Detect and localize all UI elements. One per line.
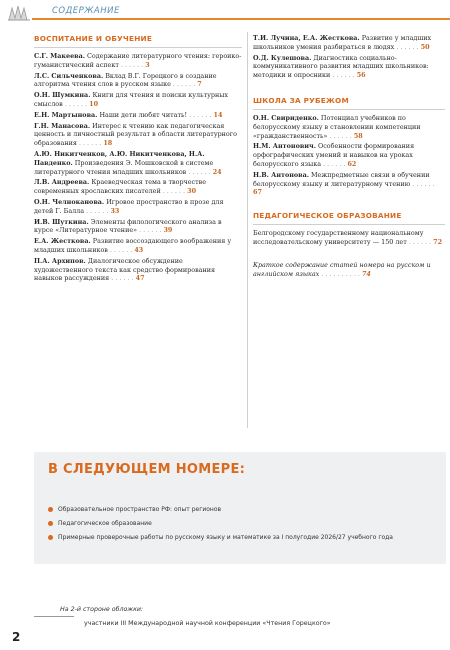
toc-entry[interactable] xyxy=(253,54,445,80)
cover-description: участники III Международной научной конференции «Чтения Горецкого» xyxy=(84,620,331,627)
column-divider xyxy=(247,32,248,428)
entry-author: О.Д. Кулешова. xyxy=(253,53,312,62)
entry-author: Е.Н. Мартынова. xyxy=(34,110,98,119)
dot-leader: . . . . . . xyxy=(62,99,90,108)
dot-leader: . . . . . . xyxy=(76,139,104,148)
journal-logo-icon xyxy=(6,2,32,24)
entry-page: 56 xyxy=(356,71,366,80)
summary-page: 74 xyxy=(361,269,371,278)
dot-leader: . . . . . . xyxy=(330,71,357,80)
entry-title: Содержание литературного чтения: героико-гуманистический аспект xyxy=(34,52,242,69)
section-title-abroad: ШКОЛА ЗА РУБЕЖОМ xyxy=(253,95,349,105)
entry-author: Л.С. Сильченкова. xyxy=(34,71,104,80)
toc-entry[interactable] xyxy=(34,111,242,120)
entry-page: 14 xyxy=(213,110,223,119)
next-issue-item: Образовательное пространство РФ: опыт регионов xyxy=(48,506,221,513)
dot-leader: . . . . . . xyxy=(107,245,135,254)
entry-page: 39 xyxy=(163,226,173,235)
entry-title: Развитие воссоздающего воображения у младших школьников xyxy=(34,237,232,254)
entry-author: С.Г. Макеева. xyxy=(34,52,85,60)
entry-author: О.Н. Свириденко. xyxy=(253,113,319,122)
toc-entry[interactable] xyxy=(34,218,242,236)
entry-title: Наши дети любят читать! xyxy=(99,110,188,119)
section-title-upbringing: ВОСПИТАНИЕ И ОБУЧЕНИЕ xyxy=(34,34,153,43)
summary-title: Краткое содержание статей номера на русском и английском языках xyxy=(253,260,431,278)
entry-page: 67 xyxy=(253,188,262,197)
right-top-entries xyxy=(253,34,445,80)
entry-page: 10 xyxy=(89,99,99,108)
entry-page: 33 xyxy=(110,206,120,215)
entry-author: Г.Н. Манасова. xyxy=(34,121,91,130)
dot-leader: . . . . . . xyxy=(118,60,146,69)
dot-leader: . . . . . . xyxy=(394,42,421,51)
dot-leader: . . . . . . xyxy=(160,187,188,196)
toc-entry[interactable] xyxy=(253,171,445,197)
dot-leader: . . . . . . xyxy=(137,226,164,235)
section-title-pedagogical: ПЕДАГОГИЧЕСКОЕ ОБРАЗОВАНИЕ xyxy=(253,211,402,221)
entry-author: О.Н. Шумкина. xyxy=(34,91,91,100)
entry-page: 24 xyxy=(212,167,222,176)
entry-page: 50 xyxy=(420,42,430,51)
dot-leader: . . . . . . xyxy=(327,131,354,140)
next-issue-title: В СЛЕДУЮЩЕМ НОМЕРЕ: xyxy=(48,462,246,477)
entry-author: Н.В. Антонова. xyxy=(253,170,309,179)
entry-title: Краеведческая тема в творчестве современных ярославских писателей xyxy=(34,178,207,196)
toc-entry[interactable] xyxy=(34,91,242,109)
entry-page: 43 xyxy=(134,245,144,254)
entry-page: 7 xyxy=(197,80,202,89)
toc-entry[interactable] xyxy=(34,178,242,196)
left-column xyxy=(34,34,242,285)
entry-title: Белгородскому государственному национальному исследовательскому университету — 150 лет xyxy=(253,229,424,246)
header-rule xyxy=(32,18,450,20)
bullet-icon xyxy=(48,521,53,526)
toc-entry[interactable] xyxy=(34,237,242,255)
page-title: СОДЕРЖАНИЕ xyxy=(52,6,120,16)
entry-author: Н.М. Антонович. xyxy=(253,142,316,151)
entry-title: Развитие у младших школьников умения разбираться в людях xyxy=(253,34,432,51)
page-header xyxy=(0,0,450,28)
toc-entry[interactable] xyxy=(34,198,242,216)
cover-note: На 2-й стороне обложки: xyxy=(60,606,144,613)
entry-author: Л.В. Андреева. xyxy=(34,178,90,187)
left-entries-list xyxy=(34,52,242,283)
entry-author: А.Ю. Никитченков, А.Ю. Никитченкова, Н.А. Павденко. xyxy=(34,149,205,167)
entry-page: 47 xyxy=(135,274,145,283)
section-rule xyxy=(253,109,445,110)
toc-entry[interactable] xyxy=(253,114,445,140)
entry-page: 58 xyxy=(353,131,363,140)
dot-leader: . . . . . . xyxy=(84,206,111,215)
dot-leader: . . . . . . xyxy=(406,237,434,246)
entry-page: 18 xyxy=(103,139,113,148)
page-number: 2 xyxy=(12,630,21,644)
entry-title: Книги для чтения и поиски культурных смыслов xyxy=(34,91,228,108)
bullet-icon xyxy=(48,507,53,512)
entry-title: Игровое пространство в прозе для детей Г. Балла xyxy=(34,197,224,215)
next-issue-item: Педагогическое образование xyxy=(48,520,152,527)
entry-title: Элементы филологического анализа в курсе «Литературное чтение» xyxy=(34,217,222,235)
entry-author: И.В. Шуткина. xyxy=(34,217,89,226)
entry-title: Интерес к чтению как педагогическая ценность и личностный результат в области литературного образования xyxy=(34,121,237,148)
abroad-entries xyxy=(253,114,445,197)
entry-page: 30 xyxy=(187,187,197,196)
toc-entry[interactable] xyxy=(34,52,242,70)
entry-title: Произведения Э. Мошковской в системе литературного чтения младших школьников xyxy=(34,158,214,176)
entry-title: Потенциал учебников по белорусскому языку в становлении компетенции «гражданственность» xyxy=(253,113,421,140)
right-column xyxy=(253,34,445,280)
entry-title: Диагностика социально-коммуникативного развития младших школьников: методики и опросники xyxy=(253,53,429,80)
toc-entry[interactable] xyxy=(253,142,445,168)
section-rule xyxy=(253,224,445,225)
entry-page: 72 xyxy=(433,237,443,246)
summary-entry[interactable] xyxy=(253,261,445,279)
entry-author: П.А. Архипов. xyxy=(34,256,86,265)
entry-title: Межпредметные связи в обучении белорусскому языку и литературному чтению xyxy=(253,170,430,188)
dot-leader: . . . . . . xyxy=(410,179,435,188)
toc-entry[interactable] xyxy=(253,229,445,247)
dot-leader: . . . . . . xyxy=(186,167,213,176)
entry-title: Диалогическое обсуждение художественного текста как средство формирования навыков рассуждения xyxy=(34,256,216,283)
footnote-rule xyxy=(34,616,74,617)
toc-entry[interactable] xyxy=(253,34,445,52)
next-issue-item: Примерные проверочные работы по русскому языку и математике за I полугодие 2026/27 учебного года xyxy=(48,534,393,541)
pedagogical-entries xyxy=(253,229,445,247)
toc-entry[interactable] xyxy=(34,257,242,283)
dot-leader: . . . . . . xyxy=(321,159,348,168)
dot-leader: . . . . . . xyxy=(170,80,198,89)
entry-author: Т.И. Лучина, Е.А. Жесткова. xyxy=(253,34,360,42)
dot-leader: . . . . . . . . . . xyxy=(321,269,362,278)
dot-leader: . . . . . . xyxy=(187,110,214,119)
bullet-icon xyxy=(48,535,53,540)
dot-leader: . . . . . . xyxy=(109,274,136,283)
entry-page: 62 xyxy=(347,159,357,168)
entry-author: О.Н. Челноканова. xyxy=(34,197,105,206)
section-rule xyxy=(34,47,242,48)
toc-entry[interactable] xyxy=(34,150,242,176)
entry-author: Е.А. Жесткова. xyxy=(34,237,91,246)
next-issue-box xyxy=(34,452,446,564)
toc-entry[interactable] xyxy=(34,72,242,90)
entry-title: Вклад В.Г. Горецкого в создание алгоритма чтения слов в русском языке xyxy=(34,71,217,89)
entry-page: 3 xyxy=(145,60,150,69)
entry-title: Особенности формирования орфографических умений и навыков на уроках белорусского языка xyxy=(253,142,415,168)
toc-entry[interactable] xyxy=(34,122,242,148)
